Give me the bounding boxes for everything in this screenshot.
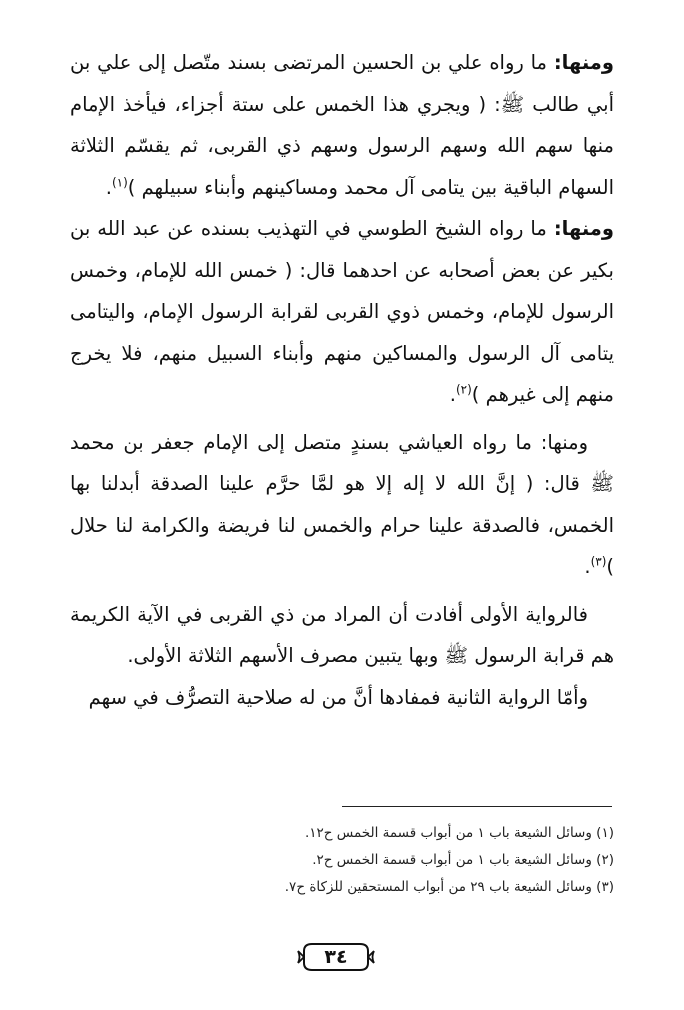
page-number-frame	[296, 940, 376, 974]
paragraph-tail: .	[449, 383, 456, 406]
footnote-3: (٣) وسائل الشيعة باب ٢٩ من أبواب المستحقين للزكاة ح٧.	[284, 879, 614, 895]
paragraph-5	[70, 677, 614, 719]
paragraph-text: ما رواه علي بن الحسين المرتضى بسند متّصل إلى علي بن أبي طالب ﷺ: ( ويجري هذا الخمس على ستة أجزاء، فيأخذ الإمام منها سهم الله وسهم الرسول وسهم ذي القربى، ثم يقسّم الثلاثة السهام الباقية بين يتامى آل محمد ومساكينهم وأبناء سبيلهم )	[70, 51, 614, 199]
paragraph-text: ما رواه الشيخ الطوسي في التهذيب بسنده عن عبد الله بن بكير عن بعض أصحابه عن احدهما قال: ( خمس الله للإمام، وخمس الرسول للإمام، وخمس ذوي القربى لقرابة الرسول الإمام، واليتامى يتامى آل الرسول والمساكين منهم وأبناء السبيل منهم، فلا يخرج منهم إلى غيرهم )	[70, 217, 614, 406]
paragraph-4	[70, 594, 614, 677]
paragraph-3	[70, 422, 614, 588]
main-text	[70, 42, 614, 718]
paragraph-tail: .	[584, 555, 591, 578]
footnotes	[70, 820, 614, 901]
paragraph-2	[70, 208, 614, 416]
footnote-2: (٢) وسائل الشيعة باب ١ من أبواب قسمة الخمس ح٢.	[312, 852, 614, 868]
page-number: ٣٤	[324, 946, 348, 968]
paragraph-lead: ومنها:	[553, 51, 614, 74]
paragraph-text: فالرواية الأولى أفادت أن المراد من ذي القربى في الآية الكريمة هم قرابة الرسول ﷺ وبها يتبين مصرف الأسهم الثلاثة الأولى.	[70, 602, 614, 667]
footnote-ref-2[interactable]: (٢)	[455, 382, 472, 397]
footnote-1: (١) وسائل الشيعة باب ١ من أبواب قسمة الخمس ح١٢.	[304, 825, 614, 841]
footnote-divider	[342, 806, 612, 807]
paragraph-text: وأمّا الرواية الثانية فمفادها أنَّ من له صلاحية التصرُّف في سهم	[88, 685, 588, 709]
paragraph-1	[70, 42, 614, 208]
footnote-ref-1[interactable]: (١)	[111, 175, 128, 189]
paragraph-tail: .	[105, 175, 112, 199]
paragraph-text: ومنها: ما رواه العياشي بسندٍ متصل إلى الإمام جعفر بن محمد ﷺ قال: ( إنَّ الله لا إله إلا هو لمَّا حرَّم علينا الصدقة أبدلنا بها الخمس، فالصدقة علينا حرام والخمس لنا فريضة والكرامة لنا حلال )	[70, 430, 614, 578]
footnote-ref-3[interactable]: (٣)	[590, 554, 607, 569]
paragraph-lead: ومنها:	[553, 217, 614, 240]
